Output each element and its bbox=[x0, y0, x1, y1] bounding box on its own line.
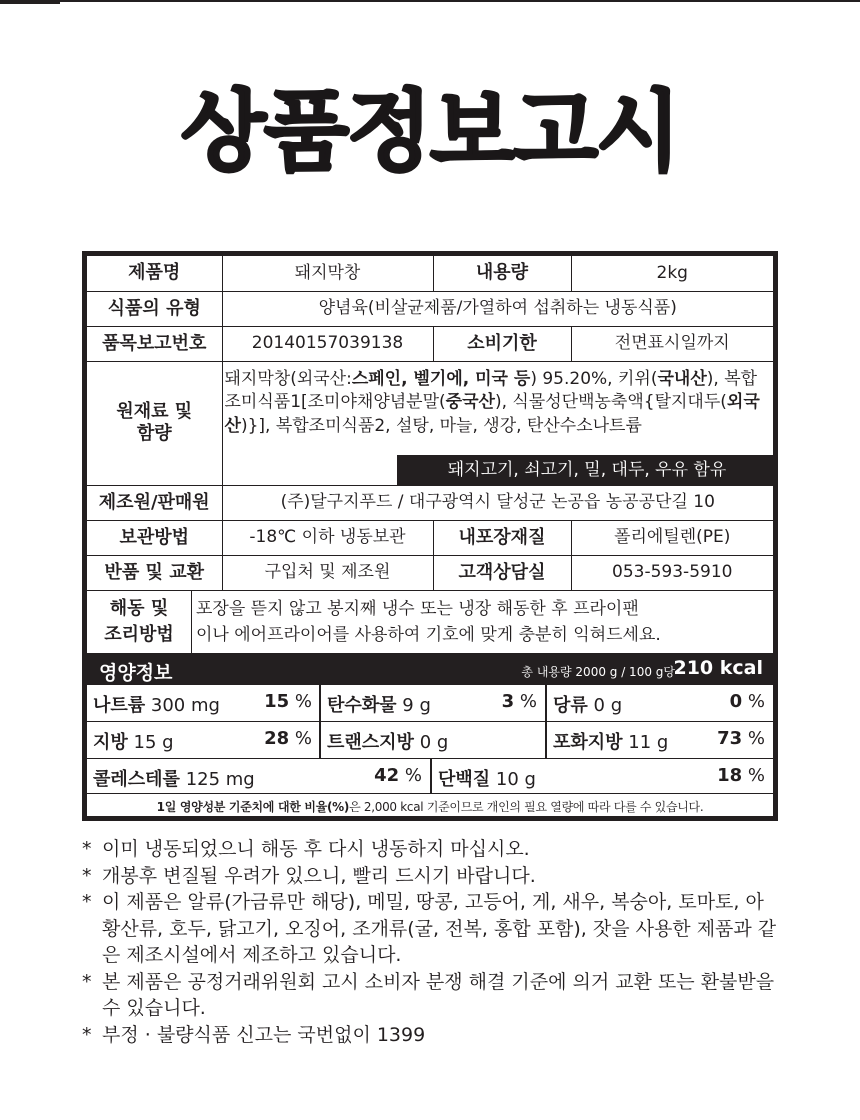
customer-service-label: 고객상담실 bbox=[433, 555, 571, 590]
row-return bbox=[87, 555, 773, 590]
asterisk-marker: * bbox=[82, 970, 92, 993]
packaging-label: 내포장재질 bbox=[433, 520, 571, 555]
nutrient-label bbox=[93, 691, 220, 717]
nutrition-title: 영양정보 bbox=[99, 662, 173, 684]
footnote-text: 은 2,000 kcal 기준이므로 개인의 필요 열량에 따라 다를 수 있습니다. bbox=[349, 800, 704, 814]
nutrient-sugars bbox=[547, 685, 773, 721]
nutrient-label bbox=[327, 728, 448, 754]
nutrient-cholesterol bbox=[87, 759, 430, 793]
cooking-row-inner bbox=[87, 591, 773, 654]
percent-unit: % bbox=[747, 765, 765, 786]
nutrient-name: 당류 bbox=[553, 695, 588, 716]
notice-text: 부정 · 불량식품 신고는 국번없이 1399 bbox=[102, 1023, 426, 1046]
product-name-value: 돼지막창 bbox=[222, 256, 433, 291]
cooking-label-line-2: 조리방법 bbox=[104, 624, 174, 645]
nutrient-percent bbox=[730, 691, 765, 712]
nutrient-percent-value: 18 bbox=[717, 765, 743, 786]
nutrient-amount: 125 mg bbox=[185, 769, 255, 790]
nutrient-percent-value: 0 bbox=[729, 691, 743, 712]
row-food-type bbox=[87, 291, 773, 326]
customer-service-phone: 053-593-5910 bbox=[571, 555, 773, 590]
return-value: 구입처 및 제조원 bbox=[222, 555, 433, 590]
nutrition-row bbox=[87, 722, 773, 759]
nutrition-row bbox=[87, 685, 773, 722]
product-name-label: 제품명 bbox=[87, 256, 222, 291]
row-cooking bbox=[87, 590, 773, 654]
nutrient-amount: 9 g bbox=[402, 695, 431, 716]
percent-unit: % bbox=[404, 765, 422, 786]
manufacturer-value: (주)달구지푸드 / 대구광역시 달성군 논공읍 농공공단길 10 bbox=[222, 485, 773, 520]
row-manufacturer bbox=[87, 485, 773, 520]
nutrient-saturated-fat bbox=[547, 722, 773, 758]
volume-value: 2kg bbox=[571, 256, 773, 291]
nutrient-amount: 0 g bbox=[419, 732, 449, 753]
row-storage bbox=[87, 520, 773, 555]
nutrient-percent-value: 42 bbox=[374, 765, 400, 786]
nutrient-percent bbox=[264, 728, 312, 749]
notice-text: 본 제품은 공정거래위원회 고시 소비자 분쟁 해결 기준에 의거 교환 또는 환불받을 수 있습니다. bbox=[102, 970, 775, 1019]
notice-item bbox=[82, 889, 782, 969]
ingredients-text bbox=[223, 362, 774, 485]
nutrient-label bbox=[93, 728, 174, 754]
nutrient-percent bbox=[374, 765, 422, 786]
nutrient-percent-value: 73 bbox=[717, 728, 743, 749]
food-type-label: 식품의 유형 bbox=[87, 291, 222, 326]
ingredients-label bbox=[87, 361, 222, 485]
nutrient-name: 탄수화물 bbox=[327, 695, 397, 716]
cooking-label bbox=[87, 591, 192, 654]
notice-list bbox=[82, 836, 782, 1048]
nutrient-amount: 300 mg bbox=[150, 695, 220, 716]
nutrient-carbohydrate bbox=[321, 685, 545, 721]
storage-value: -18℃ 이하 냉동보관 bbox=[222, 520, 433, 555]
footnote-bold: 1일 영양성분 기준치에 대한 비율(%) bbox=[156, 800, 350, 814]
product-info-box bbox=[82, 251, 778, 821]
nutrient-label bbox=[553, 691, 622, 717]
ingredients-label-line-1: 원재료 및 bbox=[116, 401, 193, 423]
nutrient-percent-value: 3 bbox=[501, 691, 515, 712]
ingredient-text: ), 복합조미식품1[조미야채양념분말( bbox=[224, 368, 758, 412]
packaging-value: 폴리에틸렌(PE) bbox=[571, 520, 773, 555]
asterisk-marker: * bbox=[82, 1023, 92, 1046]
row-report-number bbox=[87, 326, 773, 361]
row-ingredients bbox=[87, 361, 773, 485]
cooking-label-line-1: 해동 및 bbox=[109, 598, 169, 619]
expiry-label: 소비기한 bbox=[433, 326, 571, 361]
nutrition-footnote bbox=[87, 794, 773, 821]
nutrient-amount: 15 g bbox=[133, 732, 174, 753]
expiry-value: 전면표시일까지 bbox=[571, 326, 773, 361]
product-info-table bbox=[87, 256, 773, 655]
ingredient-origin: 국내산 bbox=[657, 368, 707, 389]
nutrition-row bbox=[87, 759, 773, 794]
ingredient-text: ) 95.20%, 키위( bbox=[530, 368, 658, 389]
nutrient-percent bbox=[502, 691, 537, 712]
manufacturer-label: 제조원/판매원 bbox=[87, 485, 222, 520]
cooking-instructions bbox=[192, 591, 661, 654]
notice-text: 이 제품은 알류(가금류만 해당), 메밀, 땅콩, 고등어, 게, 새우, 복숭아, 토마토, 아황산류, 호두, 닭고기, 오징어, 조개류(굴, 전복, 홍합 포함), 잣을 사용한 제품과 같은 제조시설에서 제조하고 있습니다. bbox=[102, 891, 777, 966]
percent-unit: % bbox=[294, 728, 312, 749]
cooking-line-2: 이나 에어프라이어를 사용하여 기호에 맞게 충분히 익혀드세요. bbox=[196, 625, 661, 645]
ingredients-cell bbox=[222, 361, 773, 485]
top-rule-accent bbox=[0, 0, 60, 4]
nutrition-header bbox=[87, 653, 773, 685]
ingredient-text: )}], 복합조미식품2, 설탕, 마늘, 생강, 탄산수소나트륨 bbox=[240, 415, 642, 436]
cooking-line-1: 포장을 뜯지 않고 봉지째 냉수 또는 냉장 해동한 후 프라이팬 bbox=[196, 599, 639, 619]
nutrient-label bbox=[553, 728, 668, 754]
notice-text: 개봉후 변질될 우려가 있으니, 빨리 드시기 바랍니다. bbox=[102, 864, 536, 887]
notice-item bbox=[82, 969, 782, 1022]
nutrient-trans-fat bbox=[321, 722, 545, 758]
nutrient-percent-value: 15 bbox=[264, 691, 290, 712]
cooking-cell bbox=[87, 590, 773, 654]
nutrient-name: 단백질 bbox=[438, 769, 491, 790]
notice-item bbox=[82, 863, 782, 890]
asterisk-marker: * bbox=[82, 891, 92, 913]
nutrient-name: 콜레스테롤 bbox=[93, 769, 180, 790]
nutrition-calories: 210 kcal bbox=[673, 657, 763, 679]
nutrient-sodium bbox=[87, 685, 320, 721]
ingredient-text: 돼지막창(외국산: bbox=[224, 368, 352, 389]
ingredient-origin: 스페인, 벨기에, 미국 등 bbox=[351, 368, 531, 389]
nutrient-amount: 0 g bbox=[593, 695, 623, 716]
ingredient-origin: 외국산 bbox=[224, 392, 760, 436]
nutrient-percent bbox=[717, 765, 765, 786]
allergy-badge: 돼지고기, 쇠고기, 밀, 대두, 우유 함유 bbox=[397, 455, 777, 486]
ingredient-text: ), 식물성단백농축액{탈지대두( bbox=[494, 392, 727, 412]
asterisk-marker: * bbox=[82, 838, 92, 860]
page-title: 상품정보고시 bbox=[180, 80, 680, 183]
nutrient-percent-value: 28 bbox=[264, 728, 290, 749]
nutrient-name: 포화지방 bbox=[553, 732, 623, 753]
nutrient-label bbox=[327, 691, 431, 717]
notice-text: 이미 냉동되었으니 해동 후 다시 냉동하지 마십시오. bbox=[102, 838, 530, 860]
percent-unit: % bbox=[747, 728, 765, 749]
ingredients-label-line-2: 함량 bbox=[136, 423, 172, 444]
percent-unit: % bbox=[519, 691, 537, 712]
top-rule bbox=[0, 0, 860, 2]
row-product-name bbox=[87, 256, 773, 291]
nutrient-name: 지방 bbox=[93, 732, 128, 753]
nutrient-fat bbox=[87, 722, 320, 758]
percent-unit: % bbox=[747, 691, 765, 712]
report-number-label: 품목보고번호 bbox=[87, 326, 222, 361]
nutrient-name: 트랜스지방 bbox=[327, 732, 414, 753]
nutrient-amount: 10 g bbox=[495, 769, 536, 790]
percent-unit: % bbox=[294, 691, 312, 712]
food-type-value: 양념육(비살균제품/가열하여 섭취하는 냉동식품) bbox=[222, 291, 773, 326]
storage-label: 보관방법 bbox=[87, 520, 222, 555]
ingredient-origin: 중국산 bbox=[445, 392, 495, 412]
report-number-value: 20140157039138 bbox=[222, 326, 433, 361]
nutrient-protein bbox=[432, 759, 773, 793]
notice-item bbox=[82, 1022, 782, 1049]
asterisk-marker: * bbox=[82, 864, 92, 887]
nutrient-percent bbox=[264, 691, 312, 712]
return-label: 반품 및 교환 bbox=[87, 555, 222, 590]
nutrient-name: 나트륨 bbox=[93, 695, 146, 716]
notice-item bbox=[82, 836, 782, 863]
nutrient-label bbox=[93, 765, 255, 791]
nutrient-label bbox=[438, 765, 536, 791]
nutrient-amount: 11 g bbox=[628, 732, 669, 753]
nutrient-percent bbox=[717, 728, 765, 749]
nutrition-serving-info: 총 내용량 2000 g / 100 g당 bbox=[521, 665, 675, 679]
volume-label: 내용량 bbox=[433, 256, 571, 291]
